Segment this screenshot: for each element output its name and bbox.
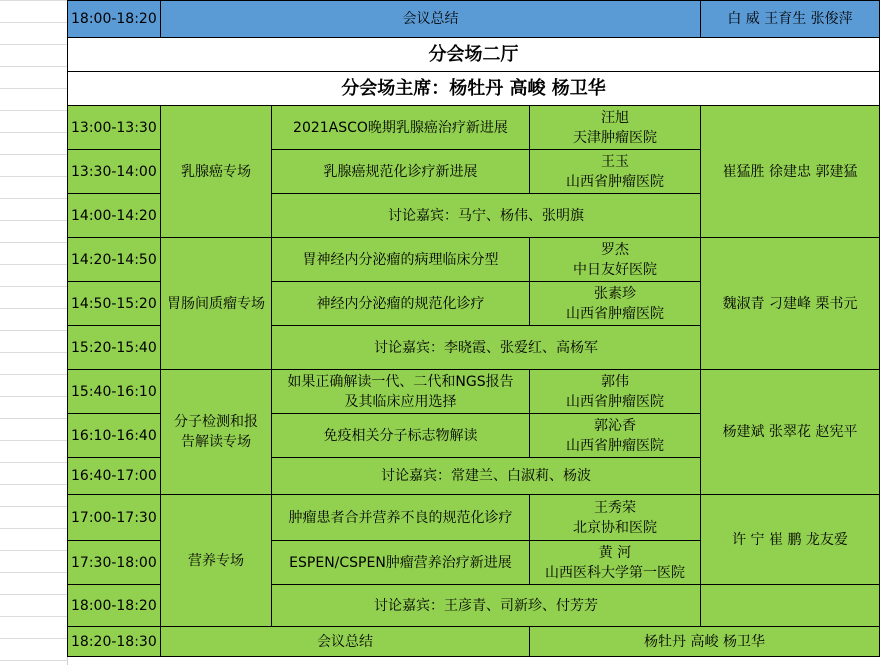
time-cell: 18:00-18:20: [68, 585, 161, 627]
session-name-line: 分子检测和报: [174, 414, 258, 430]
time-cell: 15:20-15:40: [68, 326, 161, 370]
table-row: [68, 106, 880, 150]
topic-cell: 2021ASCO晚期乳腺癌治疗新进展: [272, 106, 530, 150]
time-cell: 16:10-16:40: [68, 414, 161, 458]
discussion-cell: 讨论嘉宾：马宁、杨伟、张明旗: [272, 194, 701, 238]
speaker-hospital: 中日友好医院: [573, 261, 657, 278]
session-name: 胃肠间质瘤专场: [161, 238, 272, 370]
time-cell: 14:20-14:50: [68, 238, 161, 282]
speaker-hospital: 山西省肿瘤医院: [566, 173, 664, 190]
sheet-row-gutter: [0, 0, 68, 665]
topic-cell: 免疫相关分子标志物解读: [272, 414, 530, 458]
speaker-hospital: 山西省肿瘤医院: [566, 393, 664, 410]
topic-cell: ESPEN/CSPEN肿瘤营养治疗新进展: [272, 541, 530, 585]
speaker-hospital: 天津肿瘤医院: [573, 129, 657, 146]
session-name: [161, 370, 272, 495]
speaker-cell: [530, 414, 701, 458]
discussion-cell: 讨论嘉宾：李晓霞、张爱红、高杨军: [272, 326, 701, 370]
summary-row: [68, 1, 880, 38]
speaker-cell: [530, 106, 701, 150]
session-chairs: 魏淑青 刁建峰 栗书元: [701, 238, 880, 370]
speaker-hospital: 山西医科大学第一医院: [545, 564, 685, 581]
speaker-hospital: 山西省肿瘤医院: [566, 305, 664, 322]
time-cell: 13:00-13:30: [68, 106, 161, 150]
speaker-name: 王玉: [601, 153, 629, 170]
topic-cell: 神经内分泌瘤的规范化诊疗: [272, 282, 530, 326]
time-cell: 18:00-18:20: [68, 1, 161, 38]
speaker-hospital: 北京协和医院: [573, 519, 657, 536]
topic-cell: 肿瘤患者合并营养不良的规范化诊疗: [272, 495, 530, 541]
topic-line: 及其临床应用选择: [344, 393, 457, 410]
speaker-name: 王秀荣: [594, 499, 636, 516]
speaker-name: 黄 河: [598, 544, 632, 561]
hall-chairs: 分会场主席：杨牡丹 高峻 杨卫华: [68, 72, 880, 106]
speaker-hospital: 山西省肿瘤医院: [566, 437, 664, 454]
speaker-cell: [530, 150, 701, 194]
time-cell: 15:40-16:10: [68, 370, 161, 414]
speaker-name: 郭沁香: [594, 417, 636, 434]
time-cell: 17:30-18:00: [68, 541, 161, 585]
table-row: [68, 370, 880, 414]
closing-row: [68, 627, 880, 657]
hall-chairs-row: [68, 72, 880, 106]
table-row: [68, 238, 880, 282]
time-cell: 17:00-17:30: [68, 495, 161, 541]
speaker-cell: [530, 495, 701, 541]
speaker-name: 郭伟: [601, 373, 629, 390]
closing-title: 会议总结: [161, 627, 530, 657]
topic-line: 如果正确解读一代、二代和NGS报告: [287, 373, 514, 390]
speaker-name: 汪旭: [601, 109, 629, 126]
discussion-cell: 讨论嘉宾：王彦青、司新珍、付芳芳: [272, 585, 701, 627]
speaker-cell: [530, 541, 701, 585]
topic-cell: 胃神经内分泌瘤的病理临床分型: [272, 238, 530, 282]
time-cell: 18:20-18:30: [68, 627, 161, 657]
speaker-cell: [530, 282, 701, 326]
time-cell: 14:00-14:20: [68, 194, 161, 238]
summary-title: 会议总结: [161, 1, 701, 38]
time-cell: 13:30-14:00: [68, 150, 161, 194]
topic-cell: [272, 370, 530, 414]
empty-cell: [701, 585, 880, 627]
session-chairs: 许 宁 崔 鹏 龙友爱: [701, 495, 880, 585]
session-name: 营养专场: [161, 495, 272, 627]
session-chairs: 崔猛胜 徐建忠 郭建猛: [701, 106, 880, 238]
speaker-name: 张素珍: [594, 285, 636, 302]
speaker-cell: [530, 238, 701, 282]
session-name-line: 告解读专场: [181, 434, 251, 450]
time-cell: 16:40-17:00: [68, 458, 161, 495]
closing-chairs: 杨牡丹 高峻 杨卫华: [530, 627, 880, 657]
hall-title-row: [68, 38, 880, 72]
discussion-cell: 讨论嘉宾：常建兰、白淑莉、杨波: [272, 458, 701, 495]
time-cell: 14:50-15:20: [68, 282, 161, 326]
schedule-table: [67, 0, 880, 657]
session-chairs: 杨建斌 张翠花 赵宪平: [701, 370, 880, 495]
speaker-name: 罗杰: [601, 241, 629, 258]
hall-title: 分会场二厅: [68, 38, 880, 72]
table-row: [68, 495, 880, 541]
session-name: 乳腺癌专场: [161, 106, 272, 238]
speaker-cell: [530, 370, 701, 414]
summary-chairs: 白 威 王育生 张俊萍: [701, 1, 880, 38]
topic-cell: 乳腺癌规范化诊疗新进展: [272, 150, 530, 194]
